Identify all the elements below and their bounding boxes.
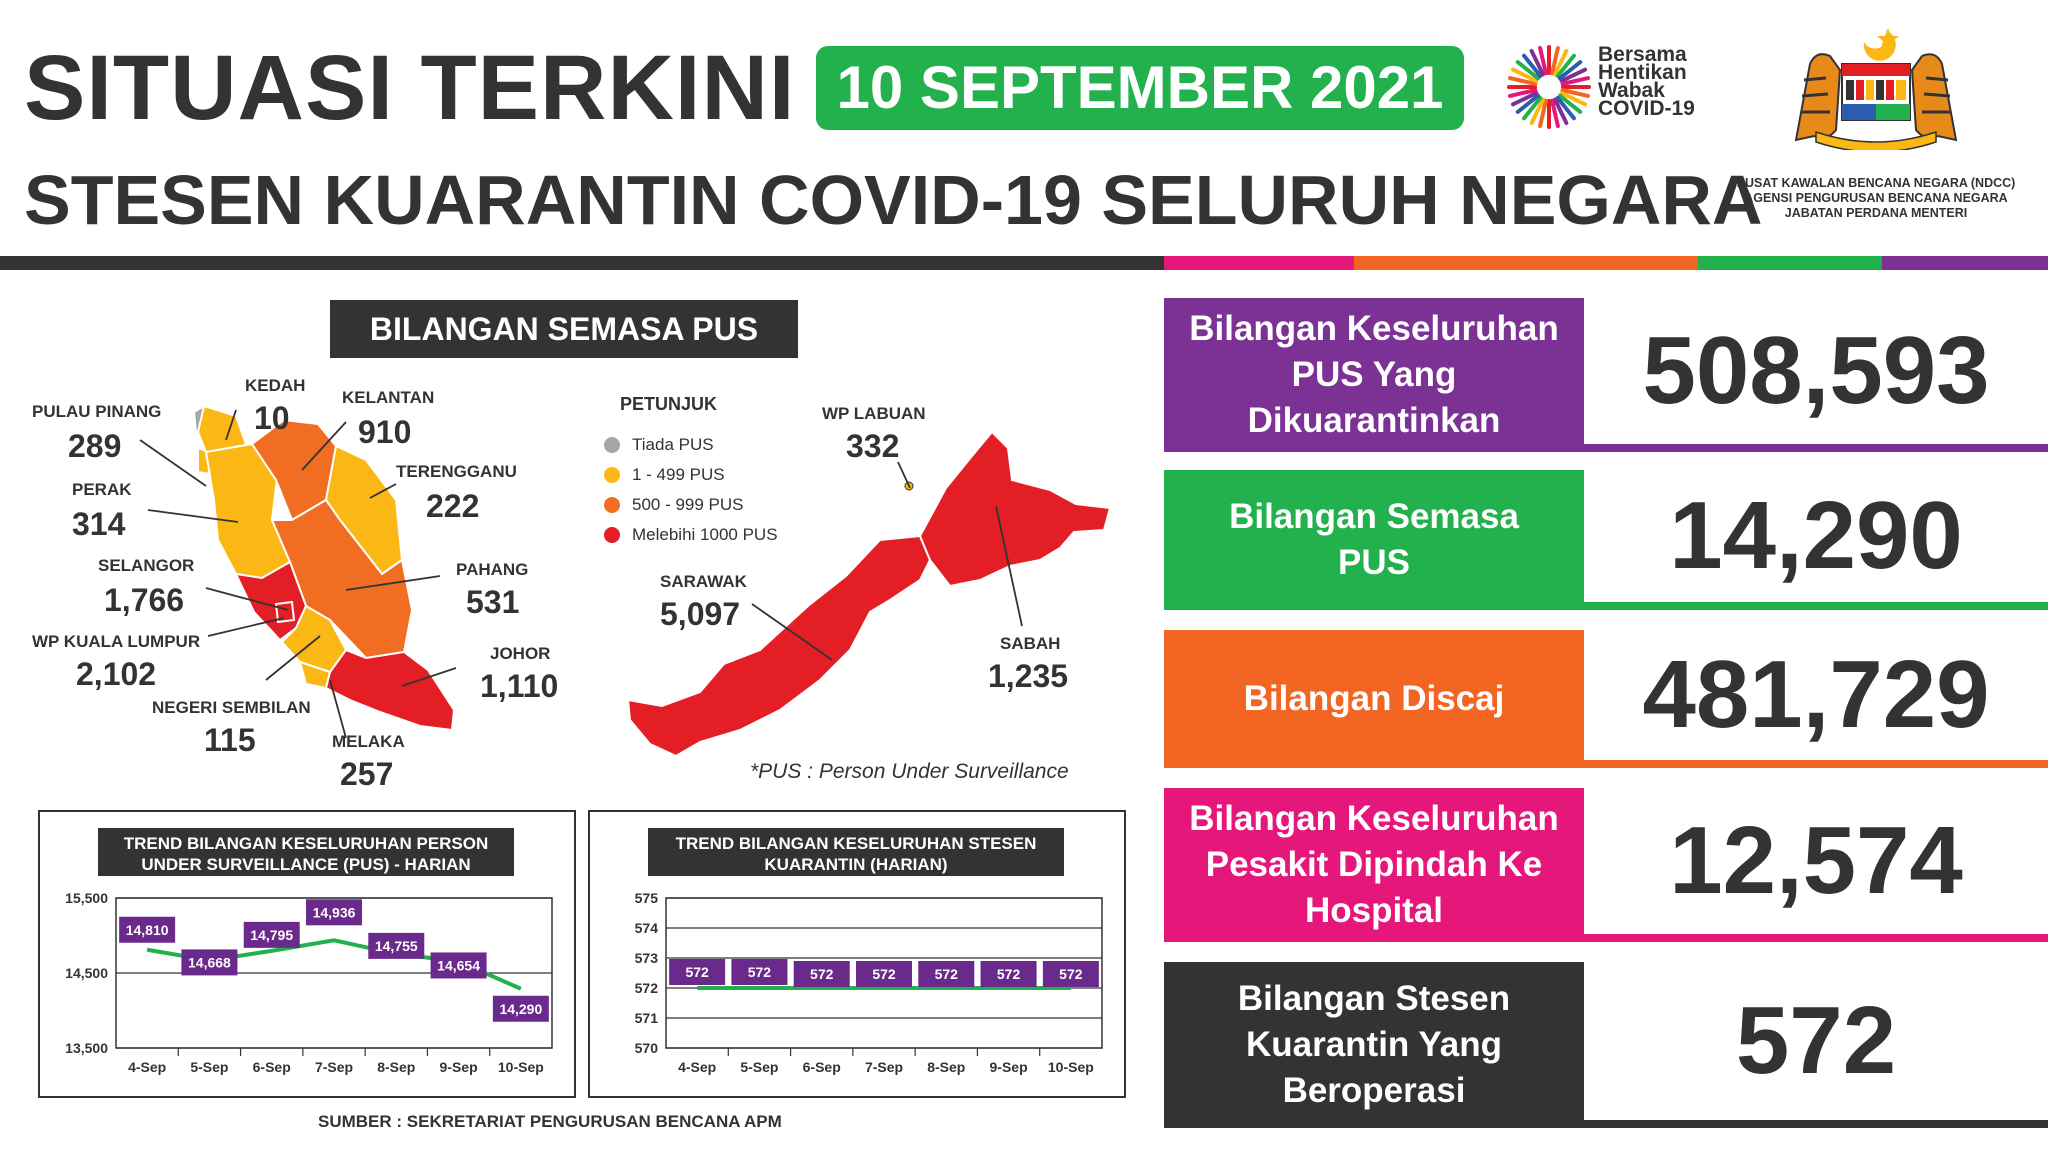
chart-x-tick-label: 7-Sep — [864, 1059, 904, 1075]
agency-line: PUSAT KAWALAN BENCANA NEGARA (NDCC) — [1736, 176, 2016, 190]
state-name-terengganu: TERENGGANU — [396, 462, 517, 481]
divider-bar-dark — [0, 256, 1164, 270]
state-name-kelantan: KELANTAN — [342, 388, 435, 407]
chart-data-label: 14,795 — [250, 926, 294, 943]
map-legend — [604, 430, 778, 550]
legend-swatch-orange — [604, 497, 620, 513]
chart-data-label: 572 — [1059, 966, 1083, 982]
chart-title-line: UNDER SURVEILLANCE (PUS) - HARIAN — [141, 855, 471, 874]
state-value-negeri-sembilan: 115 — [204, 722, 256, 758]
stat-label-stations: Bilangan Stesen Kuarantin Yang Beroperasi — [1164, 962, 1584, 1128]
pus-trend-chart — [40, 812, 574, 1096]
chart-data-label: 14,668 — [188, 954, 231, 971]
chart-y-tick-label: 573 — [634, 950, 658, 966]
map-region-sarawak — [628, 536, 930, 756]
legend-label: Tiada PUS — [632, 435, 714, 454]
legend-swatch-yellow — [604, 467, 620, 483]
state-name-sarawak: SARAWAK — [660, 572, 747, 591]
chart-y-tick-label: 574 — [634, 920, 658, 936]
chart-x-tick-label: 5-Sep — [740, 1059, 779, 1075]
chart-y-tick-label: 571 — [634, 1010, 658, 1026]
chart-title-line: TREND BILANGAN KESELURUHAN PERSON — [123, 834, 489, 853]
chart-data-label: 14,810 — [125, 921, 169, 938]
stat-underline — [1584, 1120, 2048, 1128]
chart-x-tick-label: 8-Sep — [927, 1059, 966, 1075]
sunburst-icon — [1506, 42, 1592, 132]
chart-x-tick-label: 4-Sep — [678, 1059, 717, 1075]
agency-line: AGENSI PENGURUSAN BENCANA NEGARA — [1744, 191, 2008, 205]
divider-bar-purple — [1882, 256, 2048, 270]
chart-data-label: 14,755 — [374, 937, 418, 954]
legend-swatch-grey — [604, 437, 620, 453]
state-name-melaka: MELAKA — [332, 732, 405, 751]
pus-footnote: *PUS : Person Under Surveillance — [750, 760, 1069, 783]
stat-underline — [1584, 602, 2048, 610]
stat-underline — [1584, 934, 2048, 942]
chart-x-tick-label: 5-Sep — [190, 1059, 229, 1075]
legend-label: 1 - 499 PUS — [632, 465, 725, 484]
agency-line: JABATAN PERDANA MENTERI — [1784, 206, 1968, 220]
chart-y-tick-label: 14,500 — [65, 965, 108, 981]
chart-x-tick-label: 6-Sep — [252, 1059, 291, 1075]
chart-y-tick-label: 572 — [634, 980, 658, 996]
date-badge: 10 SEPTEMBER 2021 — [816, 46, 1464, 130]
state-value-wp-kuala-lumpur: 2,102 — [76, 656, 157, 692]
legend-swatch-red — [604, 527, 620, 543]
state-value-pahang: 531 — [466, 584, 520, 620]
state-value-pulau-pinang: 289 — [68, 428, 122, 464]
stat-value-current-pus: 14,290 — [1669, 482, 1963, 589]
campaign-logo-line: Hentikan — [1598, 61, 1687, 84]
state-value-kedah: 10 — [254, 400, 290, 436]
divider-bar-green — [1698, 256, 1882, 270]
campaign-logo-line: Wabak — [1598, 79, 1665, 102]
stat-label-total-pus: Bilangan Keseluruhan PUS Yang Dikuarantinkan — [1164, 298, 1584, 452]
campaign-logo-line: COVID-19 — [1598, 97, 1695, 120]
campaign-logo-line: Bersama — [1598, 43, 1687, 66]
station-trend-chart — [590, 812, 1124, 1096]
state-value-sarawak: 5,097 — [660, 596, 741, 632]
stat-underline — [1584, 760, 2048, 768]
state-name-wp-labuan: WP LABUAN — [822, 404, 926, 423]
national-crest-logo — [1786, 20, 1966, 150]
stat-label-discharged: Bilangan Discaj — [1164, 630, 1584, 768]
chart-data-label: 572 — [934, 966, 958, 982]
state-value-melaka: 257 — [340, 756, 394, 792]
campaign-logo — [1506, 42, 1706, 132]
legend-label: Melebihi 1000 PUS — [632, 525, 778, 544]
chart-x-tick-label: 9-Sep — [989, 1059, 1028, 1075]
agency-name — [1726, 176, 2026, 221]
state-value-terengganu: 222 — [426, 488, 480, 524]
map-region-sabah — [920, 432, 1110, 586]
chart-data-label: 572 — [810, 966, 834, 982]
chart-y-tick-label: 575 — [634, 890, 658, 906]
chart-data-label: 572 — [996, 966, 1021, 982]
chart-y-tick-label: 13,500 — [65, 1040, 108, 1056]
state-name-wp-kuala-lumpur: WP KUALA LUMPUR — [32, 632, 201, 651]
state-name-pahang: PAHANG — [456, 560, 529, 579]
state-name-pulau-pinang: PULAU PINANG — [32, 402, 162, 421]
state-name-kedah: KEDAH — [245, 376, 306, 395]
stat-value-discharged: 481,729 — [1642, 641, 1990, 748]
stat-label-current-pus: Bilangan Semasa PUS — [1164, 470, 1584, 610]
state-name-selangor: SELANGOR — [98, 556, 195, 575]
state-name-johor: JOHOR — [490, 644, 551, 663]
chart-x-tick-label: 8-Sep — [377, 1059, 416, 1075]
divider-bar-pink — [1164, 256, 1354, 270]
state-value-sabah: 1,235 — [988, 658, 1069, 694]
chart-title-line: TREND BILANGAN KESELURUHAN STESEN — [675, 834, 1037, 853]
malaysia-map — [0, 380, 1150, 780]
page-subtitle: STESEN KUARANTIN COVID-19 SELURUH NEGARA — [24, 161, 1763, 239]
chart-data-label: 572 — [747, 964, 772, 980]
state-name-perak: PERAK — [72, 480, 132, 499]
state-value-johor: 1,110 — [480, 668, 559, 704]
chart-y-tick-label: 15,500 — [65, 890, 108, 906]
state-value-selangor: 1,766 — [104, 582, 185, 618]
chart-x-tick-label: 4-Sep — [128, 1059, 167, 1075]
stat-value-stations: 572 — [1735, 987, 1897, 1094]
state-value-wp-labuan: 332 — [846, 428, 900, 464]
chart-y-tick-label: 570 — [634, 1040, 658, 1056]
legend-title: PETUNJUK — [620, 394, 718, 414]
legend-label: 500 - 999 PUS — [632, 495, 744, 514]
state-value-perak: 314 — [72, 506, 126, 542]
state-value-kelantan: 910 — [358, 414, 412, 450]
map-heading: BILANGAN SEMASA PUS — [330, 300, 798, 358]
source-note: SUMBER : SEKRETARIAT PENGURUSAN BENCANA APM — [318, 1112, 782, 1131]
stat-value-to-hospital: 12,574 — [1669, 807, 1963, 914]
chart-panel-stations — [588, 810, 1126, 1098]
chart-data-label: 14,936 — [312, 904, 356, 921]
state-name-negeri-sembilan: NEGERI SEMBILAN — [152, 698, 311, 717]
chart-title-line: KUARANTIN (HARIAN) — [764, 855, 948, 874]
chart-x-tick-label: 10-Sep — [497, 1059, 544, 1075]
chart-data-label: 14,654 — [437, 957, 480, 974]
stat-label-to-hospital: Bilangan Keseluruhan Pesakit Dipindah Ke Hospital — [1164, 788, 1584, 942]
stat-value-total-pus: 508,593 — [1642, 317, 1990, 424]
chart-data-label: 572 — [685, 964, 709, 980]
chart-data-label: 14,290 — [499, 1000, 543, 1017]
chart-panel-pus — [38, 810, 576, 1098]
page-title: SITUASI TERKINI — [24, 37, 796, 139]
stat-underline — [1584, 444, 2048, 452]
state-name-sabah: SABAH — [1000, 634, 1061, 653]
chart-data-label: 572 — [872, 966, 896, 982]
chart-x-tick-label: 9-Sep — [439, 1059, 478, 1075]
chart-x-tick-label: 7-Sep — [314, 1059, 354, 1075]
map-region-johor — [326, 650, 454, 730]
chart-x-tick-label: 10-Sep — [1047, 1059, 1094, 1075]
chart-x-tick-label: 6-Sep — [802, 1059, 841, 1075]
divider-bar-orange — [1354, 256, 1698, 270]
